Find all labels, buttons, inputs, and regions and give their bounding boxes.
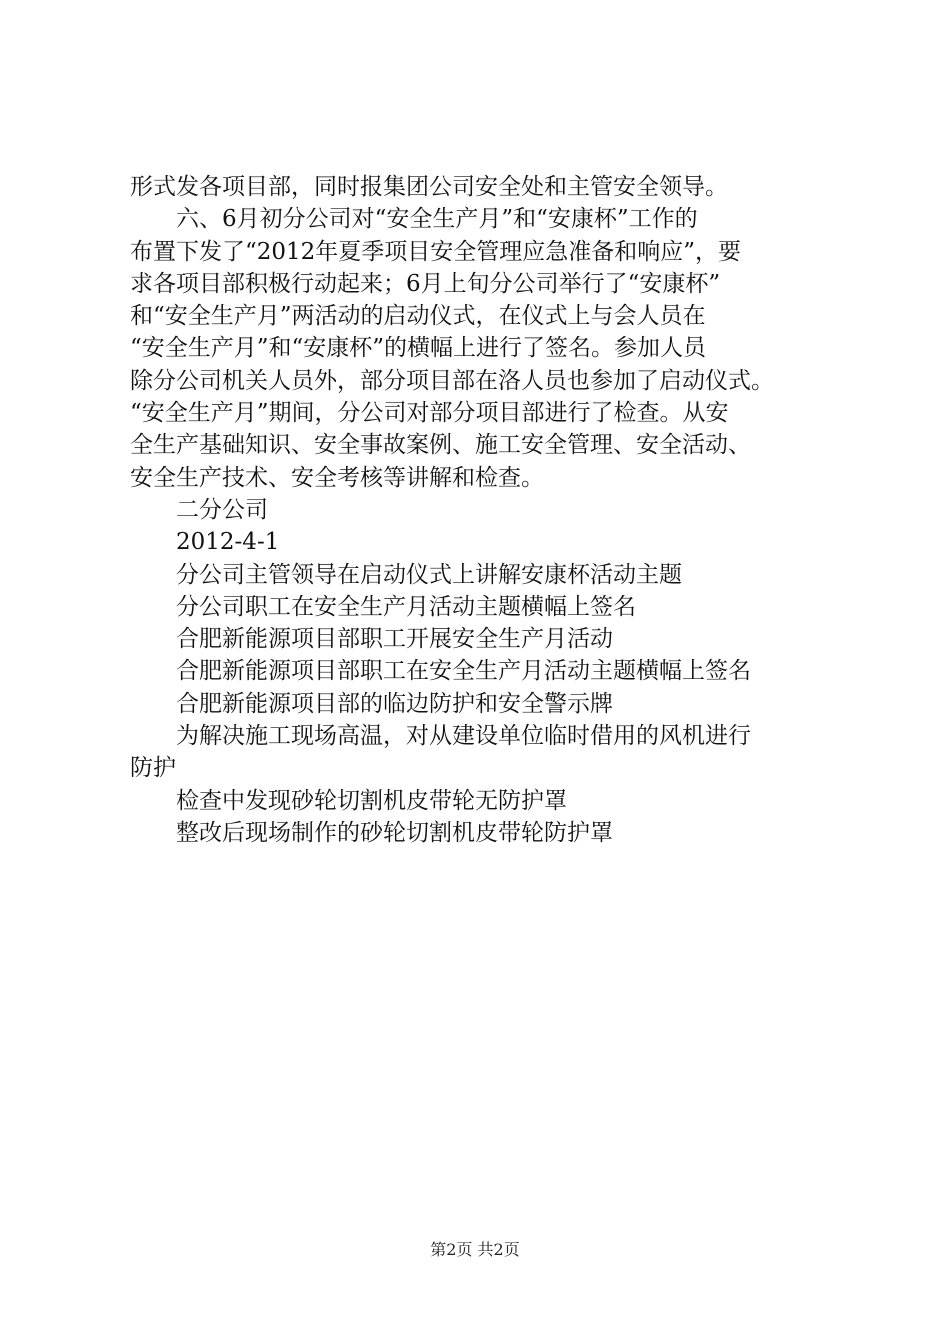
signature-organization: 二分公司 [176, 496, 268, 523]
text-line: 求各项目部积极行动起来；6月上旬分公司举行了“安康杯” [130, 270, 721, 297]
photo-caption: 分公司主管领导在启动仪式上讲解安康杯活动主题 [176, 561, 682, 588]
text-line: “安全生产月”期间，分公司对部分项目部进行了检查。从安 [130, 400, 729, 427]
signature-date: 2012-4-1 [176, 529, 280, 556]
text-line: 全生产基础知识、安全事故案例、施工安全管理、安全活动、 [130, 432, 751, 459]
photo-caption: 为解决施工现场高温，对从建设单位临时借用的风机进行 [176, 723, 751, 750]
photo-caption: 检查中发现砂轮切割机皮带轮无防护罩 [176, 787, 567, 814]
text-line: 除分公司机关人员外，部分项目部在洛人员也参加了启动仪式。 [130, 367, 774, 394]
photo-caption: 分公司职工在安全生产月活动主题横幅上签名 [176, 593, 636, 620]
photo-caption-continuation: 防护 [130, 755, 176, 782]
photo-caption: 合肥新能源项目部职工开展安全生产月活动 [176, 626, 613, 653]
page-number: 第2页 共2页 [430, 1240, 520, 1259]
text-line: 六、6月初分公司对“安全生产月”和“安康杯”工作的 [176, 206, 698, 233]
text-line: 布置下发了“2012年夏季项目安全管理应急准备和响应”，要 [130, 238, 742, 265]
photo-caption: 整改后现场制作的砂轮切割机皮带轮防护罩 [176, 819, 613, 846]
photo-caption: 合肥新能源项目部职工在安全生产月活动主题横幅上签名 [176, 658, 751, 685]
text-line: 形式发各项目部，同时报集团公司安全处和主管安全领导。 [130, 174, 728, 200]
text-line: “安全生产月”和“安康杯”的横幅上进行了签名。参加人员 [130, 335, 707, 362]
text-line: 和“安全生产月”两活动的启动仪式，在仪式上与会人员在 [130, 303, 706, 330]
document-body [130, 171, 830, 849]
text-line: 安全生产技术、安全考核等讲解和检查。 [130, 464, 544, 491]
photo-caption: 合肥新能源项目部的临边防护和安全警示牌 [176, 690, 613, 717]
